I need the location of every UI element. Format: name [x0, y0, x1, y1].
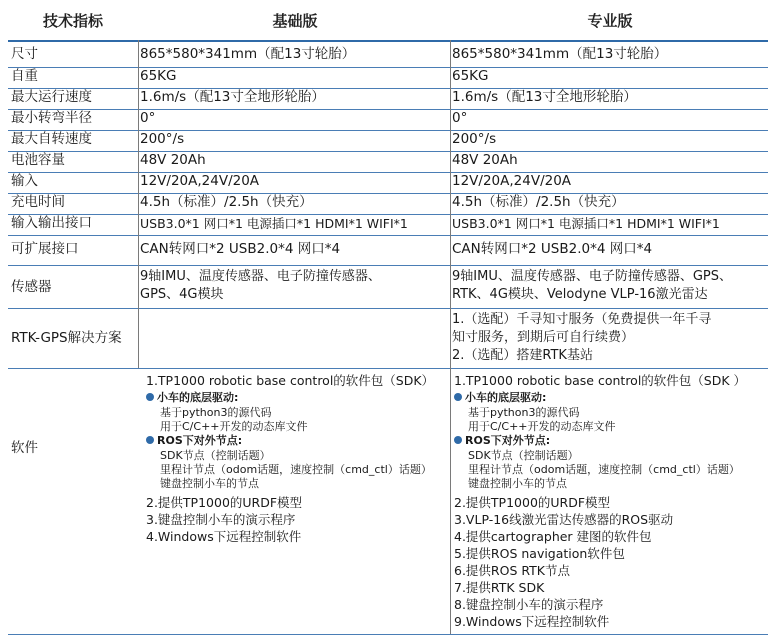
basic-sw-item3: 3.键盘控制小车的演示程序 — [146, 512, 296, 527]
row-divider — [8, 67, 768, 68]
row-divider — [8, 308, 768, 309]
row-label-turn-radius: 最小转弯半径 — [11, 110, 92, 126]
basic-size: 865*580*341mm（配13寸轮胎） — [140, 46, 356, 62]
row-divider — [8, 88, 768, 89]
pro-sw-item4: 4.提供cartographer 建图的软件包 — [454, 529, 652, 544]
pro-sw-ros-2: 里程计节点（odom话题，速度控制（cmd_ctl）话题） — [468, 463, 740, 476]
basic-expansion: CAN转网口*2 USB2.0*4 网口*4 — [140, 241, 341, 257]
row-label-software: 软件 — [11, 440, 38, 456]
basic-charge-time: 4.5h（标准）/2.5h（快充） — [140, 194, 313, 210]
pro-sw-drive-1: 基于python3的源代码 — [468, 406, 580, 419]
pro-sw-ros-3: 键盘控制小车的节点 — [468, 477, 567, 490]
row-divider — [8, 109, 768, 110]
row-divider — [8, 151, 768, 152]
row-label-rtk: RTK-GPS解决方案 — [11, 330, 122, 346]
pro-sw-item6: 6.提供ROS RTK节点 — [454, 563, 570, 578]
pro-sw-drive-2: 用于C/C++开发的动态库文件 — [468, 420, 616, 433]
pro-weight: 65KG — [452, 68, 489, 84]
row-label-charge-time: 充电时间 — [11, 194, 65, 210]
bullet-icon — [454, 393, 462, 401]
row-divider — [8, 193, 768, 194]
basic-sensors-line2: GPS、4G模块 — [140, 287, 224, 302]
header-rule — [8, 40, 768, 42]
pro-sw-ros-title: ROS下对外节点: — [454, 434, 550, 448]
row-label-input: 输入 — [11, 173, 38, 189]
basic-sensors-line1: 9轴IMU、温度传感器、电子防撞传感器、 — [140, 269, 381, 284]
header-pro: 专业版 — [587, 11, 633, 30]
column-divider — [450, 40, 451, 634]
row-label-size: 尺寸 — [11, 46, 38, 62]
basic-sw-ros-2: 里程计节点（odom话题，速度控制（cmd_ctl）话题） — [160, 463, 432, 476]
basic-sw-ros-1: SDK节点（控制话题） — [160, 449, 271, 462]
pro-sw-item3: 3.VLP-16线激光雷达传感器的ROS驱动 — [454, 512, 674, 527]
pro-sw-item2: 2.提供TP1000的URDF模型 — [454, 495, 611, 510]
pro-spin-speed: 200°/s — [452, 131, 497, 147]
column-divider — [138, 40, 139, 368]
pro-sw-item7: 7.提供RTK SDK — [454, 580, 545, 595]
pro-sensors-line1: 9轴IMU、温度传感器、电子防撞传感器、GPS、 — [452, 269, 733, 284]
basic-sw-item2: 2.提供TP1000的URDF模型 — [146, 495, 303, 510]
basic-sw-drive-1: 基于python3的源代码 — [160, 406, 272, 419]
basic-weight: 65KG — [140, 68, 177, 84]
pro-sensors-line2: RTK、4G模块、Velodyne VLP-16激光雷达 — [452, 287, 708, 302]
header-indicator: 技术指标 — [42, 11, 103, 30]
basic-sw-drive-title: 小车的底层驱动: — [146, 391, 238, 405]
basic-spin-speed: 200°/s — [140, 131, 185, 147]
row-divider — [8, 235, 768, 236]
pro-rtk-line2: 知寸服务，到期后可自行续费） — [452, 330, 635, 345]
basic-sw-item1: 1.TP1000 robotic base control的软件包（SDK） — [146, 373, 435, 388]
pro-turn-radius: 0° — [452, 110, 468, 126]
basic-sw-drive-2: 用于C/C++开发的动态库文件 — [160, 420, 308, 433]
pro-sw-item9: 9.Windows下远程控制软件 — [454, 614, 610, 629]
basic-io-ports: USB3.0*1 网口*1 电源插口*1 HDMI*1 WIFI*1 — [140, 216, 408, 231]
pro-sw-item8: 8.键盘控制小车的演示程序 — [454, 597, 604, 612]
pro-battery: 48V 20Ah — [452, 152, 518, 168]
basic-sw-ros-3: 键盘控制小车的节点 — [160, 477, 259, 490]
bullet-icon — [146, 436, 154, 444]
basic-turn-radius: 0° — [140, 110, 156, 126]
row-label-weight: 自重 — [11, 68, 38, 84]
row-divider — [8, 130, 768, 131]
bullet-icon — [146, 393, 154, 401]
row-label-expansion: 可扩展接口 — [11, 241, 79, 257]
header-basic: 基础版 — [272, 11, 318, 30]
pro-input: 12V/20A,24V/20A — [452, 173, 572, 189]
basic-sw-ros-title: ROS下对外节点: — [146, 434, 242, 448]
basic-sw-item4: 4.Windows下远程控制软件 — [146, 529, 302, 544]
pro-charge-time: 4.5h（标准）/2.5h（快充） — [452, 194, 625, 210]
pro-sw-item5: 5.提供ROS navigation软件包 — [454, 546, 625, 561]
row-label-spin-speed: 最大自转速度 — [11, 131, 92, 147]
row-divider — [8, 368, 768, 369]
pro-io-ports: USB3.0*1 网口*1 电源插口*1 HDMI*1 WIFI*1 — [452, 216, 720, 231]
pro-rtk-line3: 2.（选配）搭建RTK基站 — [452, 348, 593, 363]
row-divider — [8, 172, 768, 173]
pro-max-speed: 1.6m/s（配13寸全地形轮胎） — [452, 89, 637, 105]
pro-size: 865*580*341mm（配13寸轮胎） — [452, 46, 668, 62]
basic-input: 12V/20A,24V/20A — [140, 173, 260, 189]
row-divider — [8, 265, 768, 266]
basic-max-speed: 1.6m/s（配13寸全地形轮胎） — [140, 89, 325, 105]
pro-sw-item1: 1.TP1000 robotic base control的软件包（SDK ） — [454, 373, 747, 388]
pro-expansion: CAN转网口*2 USB2.0*4 网口*4 — [452, 241, 653, 257]
bullet-icon — [454, 436, 462, 444]
basic-battery: 48V 20Ah — [140, 152, 206, 168]
table-bottom-rule — [8, 634, 768, 635]
pro-sw-drive-title: 小车的底层驱动: — [454, 391, 546, 405]
row-label-max-speed: 最大运行速度 — [11, 89, 92, 105]
row-label-sensors: 传感器 — [11, 279, 52, 295]
pro-rtk-line1: 1.（选配）千寻知寸服务（免费提供一年千寻 — [452, 312, 712, 327]
row-label-battery: 电池容量 — [11, 152, 65, 168]
pro-sw-ros-1: SDK节点（控制话题） — [468, 449, 579, 462]
row-label-io-ports: 输入输出接口 — [11, 215, 92, 231]
